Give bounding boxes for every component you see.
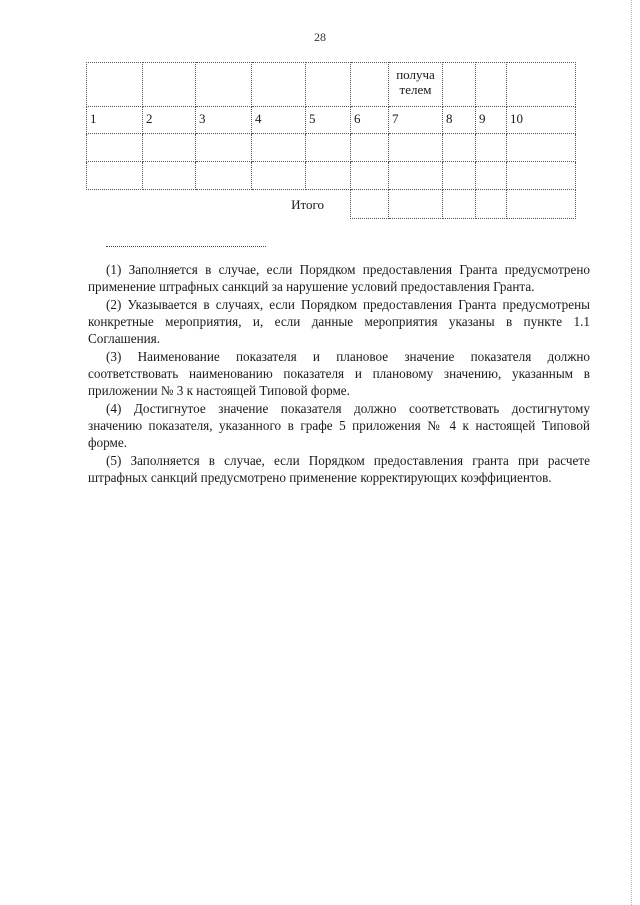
total-cell (476, 190, 507, 219)
table-cell (143, 63, 196, 107)
table-cell (306, 162, 351, 190)
table-cell (196, 63, 252, 107)
footnotes (88, 261, 590, 487)
column-number: 10 (507, 107, 576, 134)
table-cell (196, 134, 252, 162)
total-cell (443, 190, 476, 219)
table-cell (351, 63, 389, 107)
table-cell (87, 63, 143, 107)
total-cell (351, 190, 389, 219)
footnote-4: (4) Достигнутое значение показателя должно соответствовать достигнутому значению показателя, указанного в графе 5 приложения № 4 к настоящей Типовой форме. (88, 401, 590, 450)
table-cell (351, 162, 389, 190)
table-cell (196, 162, 252, 190)
table-cell (389, 162, 443, 190)
table-cell (351, 134, 389, 162)
footnote-2: (2) Указывается в случаях, если Порядком предоставления Гранта предусмотрены конкретные мероприятия, и, если данные мероприятия указаны в пункте 1.1 Соглашения. (88, 297, 590, 346)
column-number-row (87, 107, 576, 134)
table-cell (443, 134, 476, 162)
table-row (87, 134, 576, 162)
table-cell (476, 162, 507, 190)
column-number: 9 (476, 107, 507, 134)
scan-edge-line (631, 0, 632, 905)
table-cell (143, 162, 196, 190)
table-cell (252, 162, 306, 190)
table-cell (87, 134, 143, 162)
column-number: 3 (196, 107, 252, 134)
table-cell (476, 134, 507, 162)
table-cell (143, 134, 196, 162)
table-cell (507, 134, 576, 162)
footnote-3: (3) Наименование показателя и плановое значение показателя должно соответствовать наименованию показателя и плановому значению, указанным в приложении № 3 к настоящей Типовой форме. (88, 349, 590, 398)
footnote-separator (106, 246, 266, 247)
column-number: 5 (306, 107, 351, 134)
column-number: 2 (143, 107, 196, 134)
table-cell (476, 63, 507, 107)
column-number: 6 (351, 107, 389, 134)
header-cell-recipient (389, 63, 443, 107)
total-label: Итого (291, 196, 324, 212)
total-cell (507, 190, 576, 219)
footnote-1: (1) Заполняется в случае, если Порядком предоставления Гранта предусмотрено применение штрафных санкций за нарушение условий предоставления Гранта. (88, 262, 590, 294)
total-cell (389, 190, 443, 219)
page-number: 28 (314, 30, 326, 44)
table-row (87, 162, 576, 190)
table-cell (443, 63, 476, 107)
column-number: 1 (87, 107, 143, 134)
header-text-line: получа (396, 67, 435, 82)
table-cell (507, 162, 576, 190)
total-row (87, 190, 576, 219)
table-cell (507, 63, 576, 107)
table-header-row (87, 63, 576, 107)
table-cell (252, 63, 306, 107)
table-cell (389, 134, 443, 162)
table-cell (87, 162, 143, 190)
table-cell (252, 134, 306, 162)
column-number: 7 (389, 107, 443, 134)
table-cell (443, 162, 476, 190)
penalty-table (86, 62, 576, 219)
column-number: 8 (443, 107, 476, 134)
footnote-5: (5) Заполняется в случае, если Порядком предоставления гранта при расчете штрафных санкций предусмотрено применение корректирующих коэффициентов. (88, 453, 590, 485)
table-cell (306, 134, 351, 162)
table-cell (306, 63, 351, 107)
column-number: 4 (252, 107, 306, 134)
header-text-line: телем (399, 82, 432, 97)
